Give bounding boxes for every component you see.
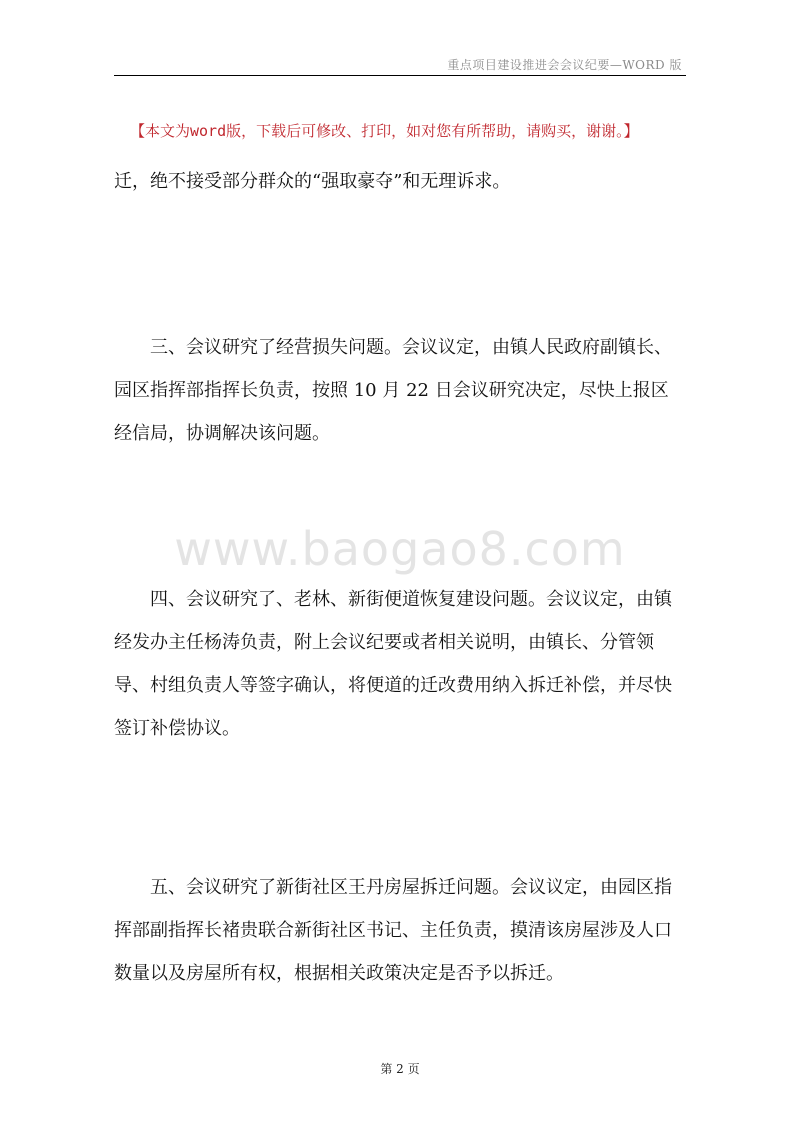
paragraph-continuation: 迁，绝不接受部分群众的“强取豪夺”和无理诉求。	[114, 171, 511, 192]
paragraph-item-4: 四、会议研究了、老林、新街便道恢复建设问题。会议议定，由镇经发办主任杨涛负责，附上会议纪要或者相关说明，由镇长、分管领导、村组负责人等签字确认，将便道的迁改费用纳入拆迁补偿，并尽快签订补偿协议。	[114, 589, 672, 739]
page-number: 第 2 页	[380, 1062, 420, 1076]
running-header: 重点项目建设推进会会议纪要—WORD 版	[447, 58, 682, 72]
paragraph-item-5: 五、会议研究了新街社区王丹房屋拆迁问题。会议议定，由园区指挥部副指挥长褚贵联合新街社区书记、主任负责，摸清该房屋涉及人口数量以及房屋所有权，根据相关政策决定是否予以拆迁。	[114, 877, 672, 984]
site-watermark: www.baogao8.com	[174, 522, 626, 576]
header-divider	[114, 75, 686, 76]
paragraph-item-3: 三、会议研究了经营损失问题。会议议定，由镇人民政府副镇长、园区指挥部指挥长负责，按照 10 月 22 日会议研究决定，尽快上报区经信局，协调解决该问题。	[114, 337, 672, 444]
purchase-notice: 【本文为word版，下载后可修改、打印，如对您有所帮助，请购买，谢谢。】	[130, 122, 639, 140]
